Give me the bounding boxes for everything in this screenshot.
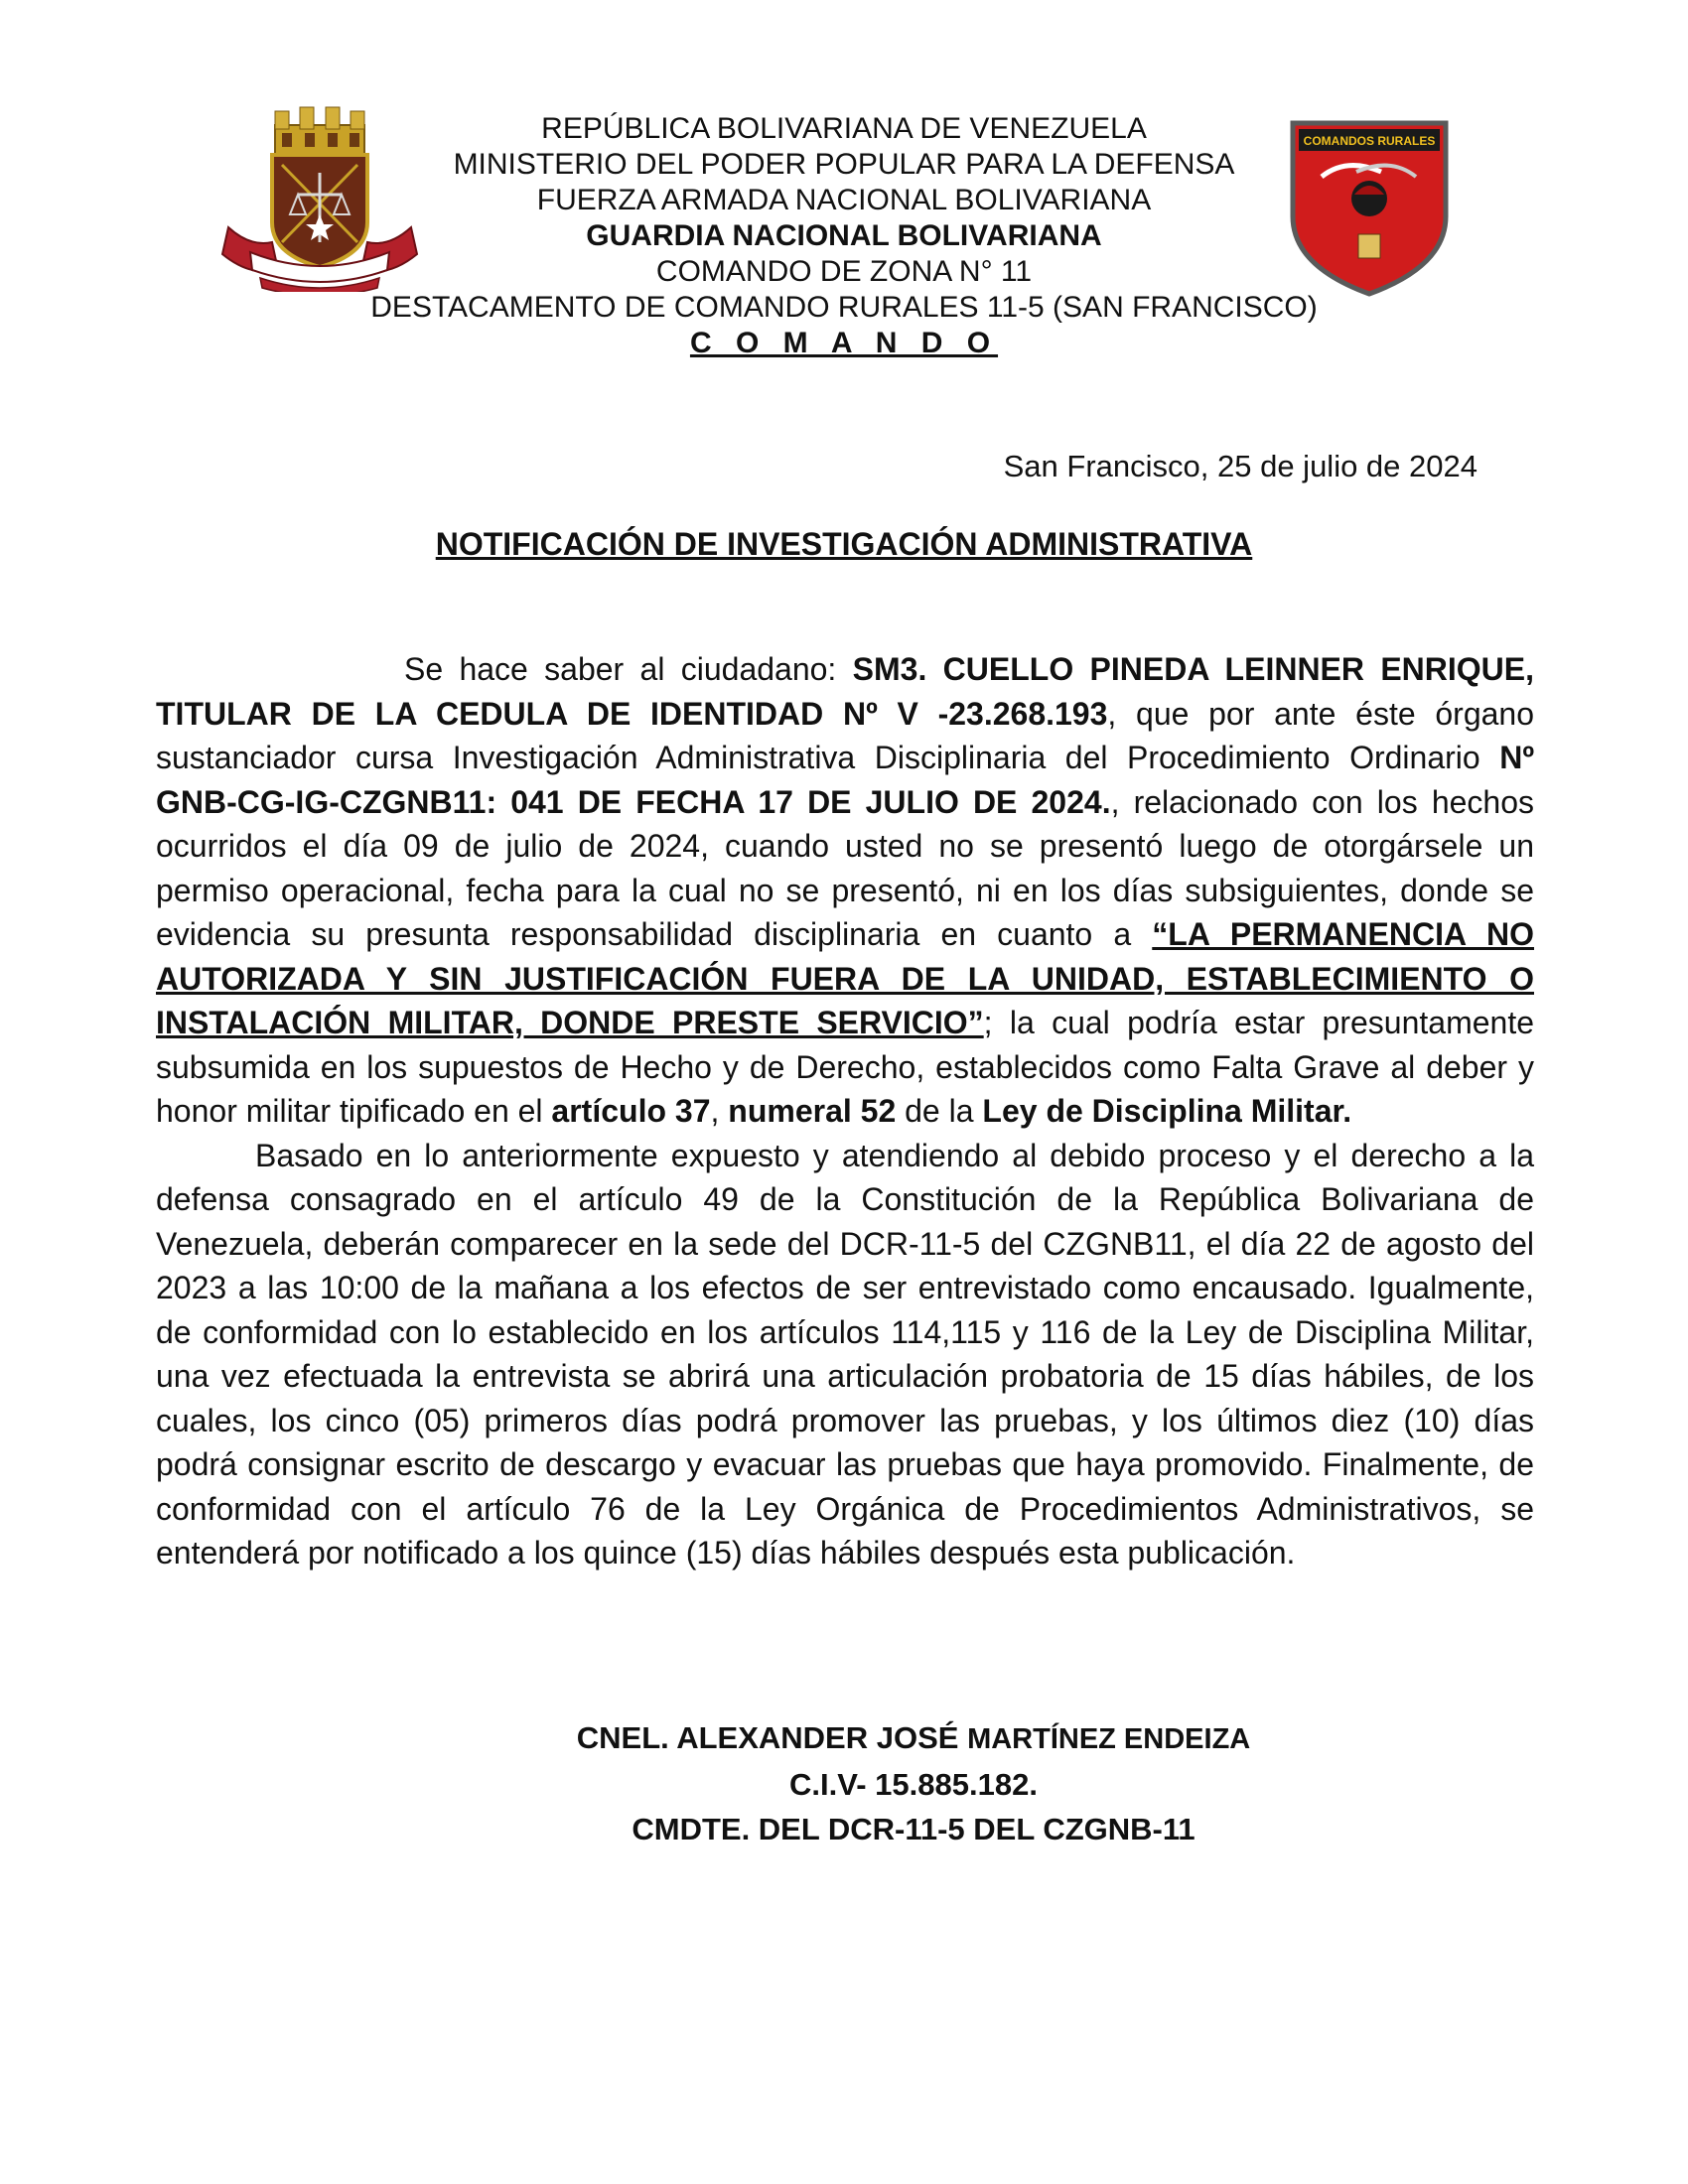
p1-text-1: Se hace saber al ciudadano: [404,651,853,687]
p1-text-5: , [710,1093,729,1129]
p1-text-2: , que por ante éste órgano sustanciador cursa Investigación Administrativa Disciplinaria del Procedimiento Ordinario [156,695,1535,775]
header-line-republic: REPÚBLICA BOLIVARIANA DE VENEZUELA [541,112,1147,145]
p1-offense: “LA PERMANENCIA NO AUTORIZADA Y SIN JUSTIFICACIÓN FUERA DE LA UNIDAD, ESTABLECIMIENTO O INSTALACIÓN MILITAR, DONDE PRESTE SERVICIO” [156,916,1535,1040]
paragraph-summons: Basado en lo anteriormente expuesto y atendiendo al debido proceso y el derecho a la defensa consagrado en el artículo 49 de la Constitución de la República Bolivariana de Venezuela, deberán comparecer en la sede del DCR-11-5 del CZGNB11, el día 22 de agosto del 2023 a las 10:00 de la mañana a los efectos de ser entrevistado como encausado. Igualmente, de conformidad con lo establecido en los artículos 114,115 y 116 de la Ley de Disciplina Militar, una vez efectuada la entrevista se abrirá una articulación probatoria de 15 días hábiles, de los cuales, los cinco (05) primeros días podrá promover las pruebas, y los últimos diez (10) días podrá consignar escrito de descargo y evacuar las pruebas que haya promovido. Finalmente, de conformidad con el artículo 76 de la Ley Orgánica de Procedimientos Administrativos, se entenderá por notificado a los quince (15) días hábiles después esta publicación. [156,1137,1534,1570]
document-title: NOTIFICACIÓN DE INVESTIGACIÓN ADMINISTRATIVA [435,526,1253,562]
header-line-detachment: DESTACAMENTO DE COMANDO RURALES 11-5 (SAN FRANCISCO) [370,291,1318,324]
p1-citizen-id: SM3. CUELLO PINEDA LEINNER ENRIQUE, TITULAR DE LA CEDULA DE IDENTIDAD Nº V -23.268.193 [156,651,1535,732]
header-line-zone: COMANDO DE ZONA N° 11 [655,255,1033,288]
header-line-ministry: MINISTERIO DEL PODER POPULAR PARA LA DEFENSA [453,148,1235,181]
badge-banner-text: COMANDOS RURALES [1303,134,1436,148]
signatory-id: C.I.V- 15.885.182. [789,1767,1038,1802]
signatory-name [417,1715,1410,1762]
p1-text-3: , relacionado con los hechos ocurridos el día 09 de julio de 2024, cuando usted no se presentó luego de otorgársele un permiso operacional, fecha para la cual no se presentó, ni en los días subsiguientes, donde se evidencia su presunta responsabilidad disciplinaria en cuanto a [156,783,1534,952]
header-line-fanb: FUERZA ARMADA NACIONAL BOLIVARIANA [536,184,1152,216]
p1-text-6: de la [896,1093,983,1129]
header-line-gnb: GUARDIA NACIONAL BOLIVARIANA [586,219,1102,252]
p1-article: artículo 37 [551,1093,711,1129]
signature-block [417,1715,1410,1851]
p1-law: Ley de Disciplina Militar. [982,1093,1352,1129]
document-date: San Francisco, 25 de julio de 2024 [1003,449,1477,483]
p1-text-4: ; la cual podría estar presuntamente subsumida en los supuestos de Hecho y de Derecho, establecidos como Falta Grave al deber y honor militar tipificado en el [156,1005,1534,1129]
paragraph-notification [156,647,1534,1134]
p1-numeral: numeral 52 [728,1093,897,1129]
p1-procedure-number: Nº GNB-CG-IG-CZGNB11: 041 DE FECHA 17 DE JULIO DE 2024. [156,740,1534,820]
signatory-name-part2: MARTÍNEZ ENDEIZA [967,1723,1251,1755]
header-line-comando: C O M A N D O [689,327,999,359]
signatory-name-part1: CNEL. ALEXANDER JOSÉ [576,1720,968,1755]
institutional-header [298,111,1390,361]
document-body [156,647,1534,1575]
signatory-role: CMDTE. DEL DCR-11-5 DEL CZGNB-11 [632,1812,1196,1846]
